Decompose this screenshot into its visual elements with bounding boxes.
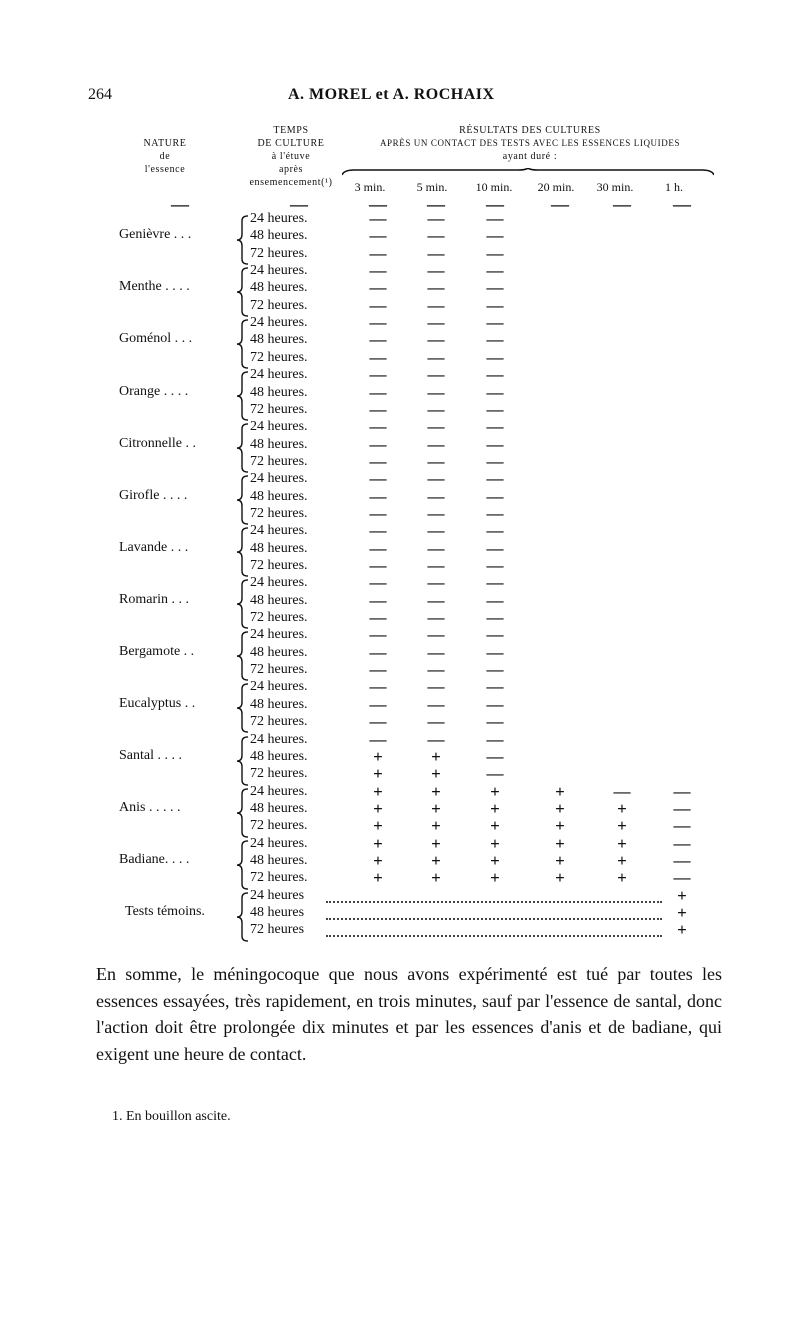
page-number: 264 [88,86,112,103]
result-mark: — [486,660,504,680]
result-mark: — [486,243,504,263]
result-mark: + [490,781,500,801]
group-brace [236,423,250,473]
result-mark: — [369,729,387,749]
result-mark: — [369,573,387,593]
result-mark: — [427,573,445,593]
result-mark: — [369,677,387,697]
result-mark: + [555,781,565,801]
result-mark: — [369,295,387,315]
result-mark: — [486,434,504,454]
header-dash: — [290,194,308,214]
result-mark: — [369,451,387,471]
result-mark: + [373,798,383,818]
culture-duration: 72 heures. [250,870,308,886]
result-mark: — [486,694,504,714]
header-nature [110,137,220,176]
result-mark: — [369,590,387,610]
result-mark: — [369,226,387,246]
culture-duration: 24 heures. [250,523,308,539]
header-dash: — [673,194,691,214]
result-mark: + [555,816,565,836]
result-mark: — [427,382,445,402]
result-mark: — [486,209,504,228]
result-mark: — [486,486,504,506]
essence-name: Menthe . . . . [119,279,190,295]
result-mark: — [427,694,445,714]
dot-leader [326,918,662,920]
culture-duration: 24 heures. [250,367,308,383]
culture-duration: 24 heures. [250,731,308,747]
result-mark: — [486,677,504,697]
culture-duration: 48 heures. [250,228,308,244]
result-mark: — [673,868,691,888]
header-nature-line: NATURE [143,138,187,149]
result-mark: — [486,226,504,246]
result-mark: — [427,417,445,437]
culture-duration: 48 heures. [250,644,308,660]
result-mark: — [673,850,691,870]
result-mark: + [431,746,441,766]
result-mark: — [427,209,445,228]
result-mark: — [427,712,445,732]
culture-duration: 72 heures. [250,349,308,365]
result-mark: + [490,833,500,853]
result-mark: — [369,365,387,385]
culture-duration: 24 heures. [250,575,308,591]
essence-name: Santal . . . . [119,747,182,763]
result-mark: + [677,903,687,922]
result-mark: + [490,850,500,870]
result-mark: — [486,608,504,628]
result-mark: — [427,538,445,558]
result-mark: — [427,226,445,246]
culture-duration: 24 heures. [250,835,308,851]
running-head: A. MOREL et A. ROCHAIX [288,86,495,103]
result-mark: — [369,382,387,402]
result-mark: — [427,503,445,523]
essence-name: Citronnelle . . [119,435,196,451]
header-dash: — [613,194,631,214]
result-mark: + [490,816,500,836]
result-mark: + [555,833,565,853]
result-mark: — [369,521,387,541]
dot-leader [326,901,662,903]
header-nature-line: de [159,151,171,162]
culture-duration: 48 heures. [250,696,308,712]
result-mark: — [673,816,691,836]
culture-duration: 48 heures. [250,332,308,348]
group-brace [236,788,250,838]
culture-duration: 24 heures. [250,211,308,226]
result-mark: — [427,677,445,697]
header-temps-line: TEMPS [273,125,309,136]
result-mark: — [427,590,445,610]
contact-time-label: 5 min. [416,180,448,194]
culture-duration: 72 heures [250,922,305,938]
result-mark: — [369,712,387,732]
result-mark: + [373,781,383,801]
contact-time-label: 20 min. [537,180,575,194]
result-mark: — [369,417,387,437]
group-brace [236,527,250,577]
result-mark: + [431,781,441,801]
result-mark: — [427,261,445,281]
result-mark: — [369,243,387,263]
group-brace [236,215,250,265]
result-mark: + [431,816,441,836]
culture-duration: 24 heures. [250,315,308,331]
culture-duration: 72 heures. [250,453,308,469]
culture-duration: 72 heures. [250,505,308,521]
result-mark: + [431,850,441,870]
culture-duration: 72 heures. [250,401,308,417]
culture-duration: 48 heures. [250,800,308,816]
culture-duration: 24 heures. [250,263,308,279]
culture-duration: 48 heures. [250,436,308,452]
result-mark: — [486,625,504,645]
essence-name: Orange . . . . [119,383,189,399]
culture-duration: 48 heures. [250,384,308,400]
culture-duration: 48 heures [250,905,305,920]
culture-duration: 24 heures. [250,471,308,487]
result-mark: — [486,642,504,662]
result-mark: — [369,625,387,645]
result-mark: — [427,399,445,419]
group-brace [236,371,250,421]
result-mark: — [673,781,691,801]
culture-duration: 48 heures. [250,280,308,296]
essence-name: Badiane. . . . [119,851,190,867]
result-mark: — [427,295,445,315]
result-mark: — [427,486,445,506]
header-temps-line: DE CULTURE [257,138,325,149]
contact-time-label: 30 min. [596,180,634,194]
group-brace [236,840,250,890]
result-mark: — [427,556,445,575]
result-mark: + [431,798,441,818]
result-mark: — [673,833,691,853]
result-mark: — [486,365,504,385]
footnote: 1. En bouillon ascite. [112,1109,231,1124]
result-mark: + [373,850,383,870]
culture-duration: 24 heures. [250,679,308,695]
result-mark: — [486,764,504,784]
result-mark: — [369,503,387,523]
essence-name: Girofle . . . . [119,487,188,503]
result-mark: + [555,798,565,818]
essence-name: Anis . . . . . [119,799,181,815]
result-mark: — [486,278,504,298]
result-mark: — [369,538,387,558]
culture-duration: 48 heures. [250,488,308,504]
result-mark: — [369,556,387,575]
result-mark: — [486,347,504,367]
result-mark: + [677,885,687,905]
result-mark: — [486,729,504,749]
essence-name: Lavande . . . [119,539,189,555]
result-mark: + [431,833,441,853]
header-brace [342,168,714,176]
result-mark: + [617,798,627,818]
result-mark: + [431,868,441,888]
result-mark: — [427,729,445,749]
body-paragraph: En somme, le méningocoque que nous avons expérimenté est tué par toutes les essences essayées, très rapidement, en trois minutes, sauf par l'essence de santal, donc l'action doit être prolongée dix minutes et par les essences d'anis et de badiane, qui exigent une heure de contact. [96,964,722,1064]
result-mark: — [369,434,387,454]
result-mark: — [486,538,504,558]
culture-duration: 72 heures. [250,662,308,678]
group-brace [236,475,250,525]
result-mark: — [486,556,504,575]
header-results-line: RÉSULTATS DES CULTURES [459,125,601,136]
culture-duration: 24 heures. [250,783,308,799]
result-mark: — [369,330,387,350]
result-mark: + [373,816,383,836]
culture-duration: 48 heures. [250,852,308,868]
result-mark: + [677,920,687,940]
contact-time-label: 3 min. [354,180,386,194]
result-mark: — [427,278,445,298]
group-brace [236,267,250,317]
culture-duration: 72 heures. [250,297,308,313]
header-results-line: ayant duré : [502,151,558,162]
result-mark: — [673,798,691,818]
essence-name: Eucalyptus . . [119,695,196,711]
dot-leader [326,935,662,937]
header-temps-line: à l'étuve [271,151,311,162]
group-brace [236,683,250,733]
result-mark: — [427,365,445,385]
result-mark: — [486,313,504,333]
header-nature-line: l'essence [144,164,186,175]
result-mark: — [427,313,445,333]
result-mark: — [369,399,387,419]
header-results [330,124,730,163]
header-dash: — [369,194,387,214]
culture-duration: 72 heures. [250,818,308,834]
result-mark: + [431,764,441,784]
header-dash: — [171,194,189,214]
essence-name: Bergamote . . [119,643,195,659]
result-mark: — [369,278,387,298]
result-mark: — [486,382,504,402]
group-brace [236,579,250,629]
result-mark: — [369,486,387,506]
result-mark: + [617,868,627,888]
culture-duration: 24 heures. [250,419,308,435]
result-mark: — [369,608,387,628]
result-mark: + [617,816,627,836]
header-results-line: APRÈS UN CONTACT DES TESTS AVEC LES ESSENCES LIQUIDES [379,138,681,148]
culture-duration: 72 heures. [250,766,308,782]
contact-time-label: 10 min. [475,180,513,194]
culture-duration: 48 heures. [250,592,308,608]
culture-duration: 72 heures. [250,245,308,261]
result-mark: + [373,833,383,853]
result-mark: + [490,798,500,818]
result-mark: — [369,313,387,333]
result-mark: — [486,712,504,732]
essence-name: Tests témoins. [125,904,205,919]
result-mark: — [486,261,504,281]
result-mark: + [373,764,383,784]
result-mark: + [373,746,383,766]
culture-duration: 24 heures. [250,627,308,643]
result-mark: — [486,417,504,437]
result-mark: — [427,625,445,645]
result-mark: + [490,868,500,888]
culture-duration: 48 heures. [250,540,308,556]
header-temps-line: après [278,164,304,175]
result-mark: — [486,330,504,350]
result-mark: + [555,868,565,888]
essence-name: Goménol . . . [119,331,193,347]
result-mark: + [617,850,627,870]
group-brace [236,319,250,369]
result-mark: — [613,781,631,801]
result-mark: — [427,330,445,350]
result-mark: + [373,868,383,888]
culture-duration: 24 heures [250,887,305,903]
group-brace [236,736,250,786]
result-mark: — [486,521,504,541]
contact-time-label: 1 h. [665,180,683,194]
result-mark: — [486,503,504,523]
culture-duration: 72 heures. [250,610,308,626]
result-mark: — [369,209,387,228]
result-mark: — [427,608,445,628]
result-mark: — [427,243,445,263]
result-mark: — [486,399,504,419]
result-mark: — [427,451,445,471]
culture-duration: 48 heures. [250,748,308,764]
result-mark: — [486,590,504,610]
essence-name: Romarin . . . [119,591,189,607]
result-mark: — [427,434,445,454]
result-mark: — [427,642,445,662]
header-temps-line: ensemencement(¹) [249,177,333,188]
result-mark: — [427,469,445,489]
essence-name: Genièvre . . . [119,227,192,243]
result-mark: + [617,833,627,853]
result-mark: + [555,850,565,870]
header-dash: — [551,194,569,214]
result-mark: — [486,746,504,766]
result-mark: — [486,573,504,593]
result-mark: — [486,469,504,489]
result-mark: — [369,261,387,281]
result-mark: — [369,660,387,680]
result-mark: — [369,694,387,714]
group-brace [236,631,250,681]
result-mark: — [427,521,445,541]
result-mark: — [369,347,387,367]
result-mark: — [486,451,504,471]
result-mark: — [369,469,387,489]
group-brace [236,892,250,942]
header-dash: — [427,194,445,214]
result-mark: — [427,347,445,367]
culture-duration: 72 heures. [250,714,308,730]
header-dash: — [486,194,504,214]
culture-duration: 72 heures. [250,558,308,573]
result-mark: — [369,642,387,662]
result-mark: — [427,660,445,680]
result-mark: — [486,295,504,315]
